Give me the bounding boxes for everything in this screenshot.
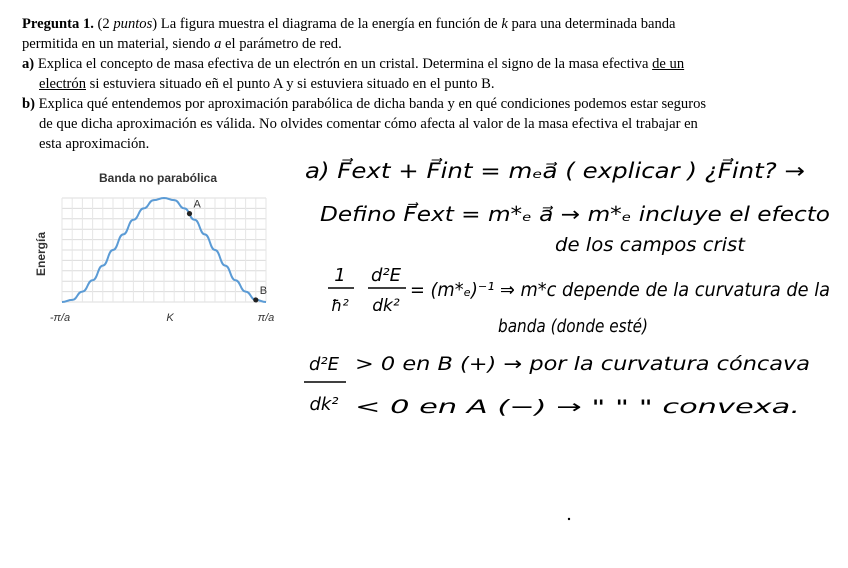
part-a-text-2: si estuviera situado eñ el punto A y si estuviera situado en el punto B. [86,76,495,92]
point-b [253,297,258,302]
points-open: (2 [97,16,114,32]
intro-part-1: La figura muestra el diagrama de la energía en función de [157,16,502,32]
hw-frac-num: 1 [334,265,346,286]
intro-part-3: el parámetro de red. [221,36,342,52]
hw-deriv2-num: d²E [308,354,340,375]
hw-line-1: a) F⃗ext + F⃗int = mₑa⃗ ( explicar ) ¿F⃗int? → [305,159,805,183]
handwritten-notes-svg [300,148,840,568]
chart-title: Banda no parabólica [98,171,218,185]
chart-ylabel: Energía [34,231,48,277]
part-b [22,94,722,154]
hw-line-3b: banda (donde esté) [498,316,648,337]
chart-xlabel: K [166,312,174,324]
hw-line-4a: > 0 en B (+) → por la curvatura cóncava [355,353,810,375]
hw-line-4b: < 0 en A (−) → " " " convexa. [355,396,800,418]
intro-part-2: para una determinada banda permitida en un material, siendo [22,16,676,52]
part-b-text: Explica qué entendemos por aproximación parabólica de dicha banda y en qué condiciones podemos estar seguros de que dicha aproximación es válida. No olvides comentar cómo afecta al valor de la masa efectiva el trabajar en esta aproximación. [34,96,707,152]
hw-deriv2-den: dk² [309,394,339,415]
hw-deriv-den: dk² [372,296,400,316]
handwritten-notes [300,148,840,568]
hw-line-2a: Defino F⃗ext = m*ₑ a⃗ → m*ₑ incluye el efecto [320,202,830,226]
chart-points [187,199,267,303]
chart-grid [62,198,266,302]
band-chart [30,166,285,331]
point-label-a: A [193,198,201,211]
part-a-label: a) [22,56,35,72]
points-unit: puntos [113,16,153,32]
intro-a: a [214,36,222,52]
hw-deriv-num: d²E [370,265,402,286]
hw-frac-den: ħ² [331,296,349,315]
question-title: Pregunta 1. [22,16,94,32]
part-b-label: b) [22,96,35,112]
question-intro [22,14,722,54]
x-tick-right: π/a [257,312,275,324]
point-a [187,211,192,216]
intro-k: k [501,16,508,32]
points-close: ) [152,16,158,32]
point-label-b: B [259,284,268,297]
part-a-text-1: Explica el concepto de masa efectiva de un electrón en un cristal. Determina el signo de la masa efectiva [34,56,653,72]
hw-line-3: = (m*ₑ)⁻¹ ⇒ m*c depende de la curvatura de la [410,279,830,301]
x-tick-left: -π/a [49,312,71,324]
part-a-underlined: de un electrón [39,56,685,92]
hw-line-2b: de los campos crist [555,234,747,256]
question-text [22,14,722,154]
band-chart-svg [30,166,285,331]
part-a [22,54,722,94]
stray-dot [568,518,570,520]
